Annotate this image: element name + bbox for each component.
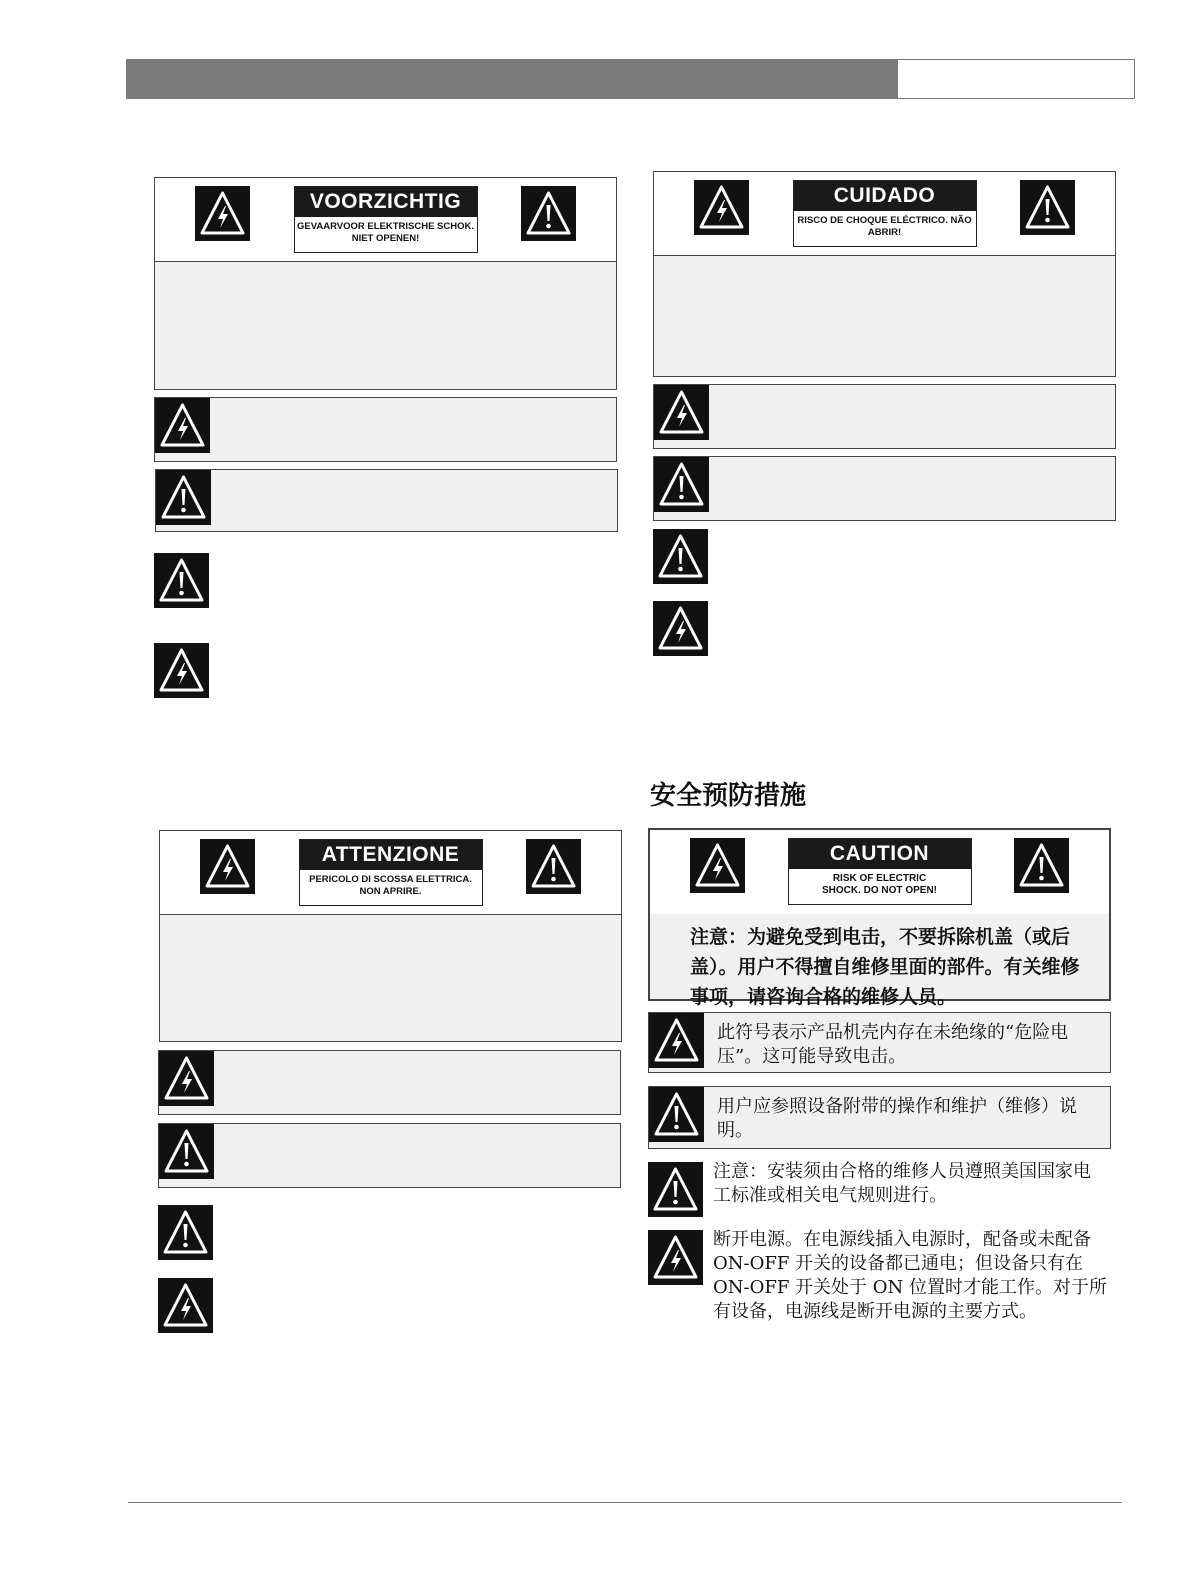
zh-caution-body	[650, 914, 1109, 1008]
it-voltage-box	[158, 1050, 621, 1115]
zh-heading: 安全预防措施	[650, 781, 807, 811]
nl-caution-box	[154, 177, 617, 390]
exclamation-warning-icon	[156, 470, 211, 525]
nl-manual-box	[155, 469, 618, 532]
exclamation-warning-icon	[159, 1124, 214, 1179]
zh-manual-box	[648, 1086, 1111, 1149]
it-caution-badge	[299, 839, 483, 906]
lightning-warning-icon	[200, 839, 255, 894]
lightning-warning-icon	[648, 1230, 703, 1285]
zh-voltage-text: 此符号表示产品机壳内存在未绝缘的“危险电压”。这可能导致电击。	[717, 1022, 1069, 1067]
header-page-box	[897, 59, 1135, 99]
nl-voltage-box	[154, 397, 617, 462]
nl-caution-badge	[294, 186, 478, 253]
lightning-warning-icon	[154, 643, 209, 698]
it-caution-body	[160, 915, 621, 1041]
pt-caution-sub: RISCO DE CHOQUE ELÉCTRICO. NÃO ABRIR!	[797, 215, 972, 238]
lightning-warning-icon	[653, 601, 708, 656]
pt-caution-box	[653, 171, 1116, 377]
exclamation-warning-icon	[526, 839, 581, 894]
lightning-warning-icon	[690, 838, 745, 893]
nl-caution-body	[155, 262, 616, 389]
zh-manual-text: 用户应参照设备附带的操作和维护（维修）说明。	[717, 1096, 1077, 1141]
it-caution-title: ATTENZIONE	[300, 840, 482, 870]
nl-caution-header	[155, 178, 616, 262]
it-manual-box	[158, 1123, 621, 1188]
nl-caution-sub: GEVAARVOOR ELEKTRISCHE SCHOK. NIET OPENEN!	[296, 221, 474, 244]
pt-manual-box	[653, 456, 1116, 521]
pt-caution-body	[654, 256, 1115, 376]
zh-caution-badge	[788, 838, 972, 905]
lightning-warning-icon	[694, 180, 749, 235]
lightning-warning-icon	[195, 186, 250, 241]
lightning-warning-icon	[654, 385, 709, 440]
zh-caution-body-text: 注意：为避免受到电击，不要拆除机盖（或后盖）。用户不得擅自维修里面的部件。有关维修事项，请咨询合格的维修人员。	[690, 926, 1080, 1008]
pt-caution-title: CUIDADO	[794, 181, 976, 211]
it-caution-header	[160, 831, 621, 915]
footer-rule	[128, 1502, 1122, 1503]
pt-voltage-box	[653, 384, 1116, 449]
zh-caution-sub: RISK OF ELECTRIC SHOCK. DO NOT OPEN!	[821, 873, 937, 896]
lightning-warning-icon	[649, 1013, 704, 1068]
zh-caution-header	[650, 830, 1109, 915]
exclamation-warning-icon	[158, 1205, 213, 1260]
zh-caution-box	[648, 828, 1111, 1008]
exclamation-warning-icon	[648, 1162, 703, 1217]
exclamation-warning-icon	[154, 553, 209, 608]
exclamation-warning-icon	[1014, 838, 1069, 893]
exclamation-warning-icon	[521, 186, 576, 241]
lightning-warning-icon	[158, 1278, 213, 1333]
header-bar	[126, 59, 897, 99]
exclamation-warning-icon	[649, 1087, 704, 1142]
lightning-warning-icon	[159, 1051, 214, 1106]
zh-install-text: 注意：安装须由合格的维修人员遵照美国国家电工标准或相关电气规则进行。	[713, 1161, 1091, 1206]
nl-caution-title: VOORZICHTIG	[295, 187, 477, 217]
zh-voltage-box	[648, 1012, 1111, 1073]
it-caution-sub: PERICOLO DI SCOSSA ELETTRICA. NON APRIRE.	[309, 874, 472, 897]
lightning-warning-icon	[155, 398, 210, 453]
pt-caution-header	[654, 172, 1115, 256]
pt-caution-badge	[793, 180, 977, 247]
it-caution-box	[159, 830, 622, 1042]
exclamation-warning-icon	[654, 457, 709, 512]
zh-disconnect-text: 断开电源。在电源线插入电源时，配备或未配备ON-OFF 开关的设备都已通电；但设备只有在ON-OFF 开关处于 ON 位置时才能工作。对于所有设备，电源线是断开电源的主要方式。	[713, 1229, 1107, 1322]
exclamation-warning-icon	[653, 529, 708, 584]
exclamation-warning-icon	[1020, 180, 1075, 235]
zh-caution-title: CAUTION	[789, 839, 971, 869]
